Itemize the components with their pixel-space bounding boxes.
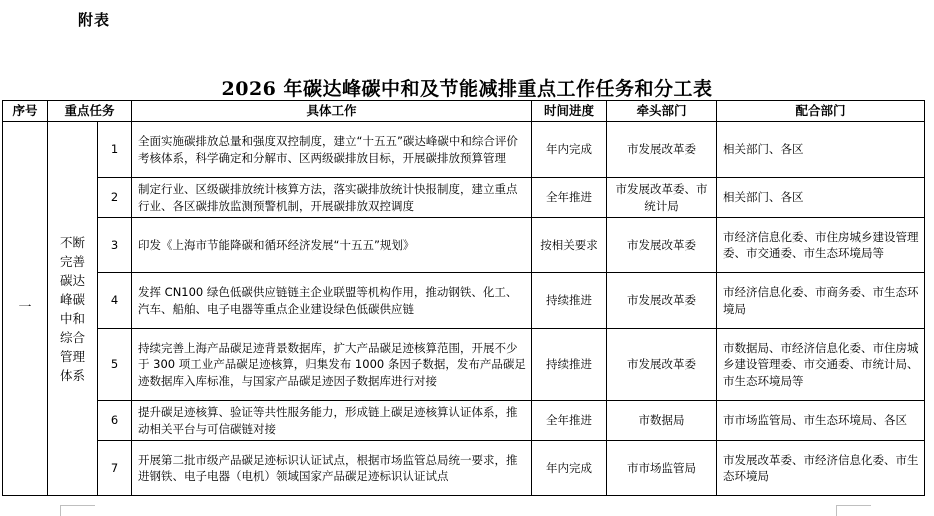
table-row xyxy=(3,122,925,178)
table-row xyxy=(3,329,925,401)
task-table xyxy=(2,100,925,496)
table-row xyxy=(3,178,925,218)
row-number: 7 xyxy=(98,441,132,496)
row-schedule: 年内完成 xyxy=(532,122,607,178)
row-schedule: 按相关要求 xyxy=(532,218,607,273)
row-number: 2 xyxy=(98,178,132,218)
annex-label: 附表 xyxy=(78,11,111,29)
group-category: 不断完善碳达峰碳中和综合管理体系 xyxy=(48,122,98,496)
table-row xyxy=(3,218,925,273)
row-partners: 市经济信息化委、市商务委、市生态环境局 xyxy=(717,273,925,329)
table-row xyxy=(3,273,925,329)
table-row xyxy=(3,401,925,441)
row-partners: 市市场监管局、市生态环境局、各区 xyxy=(717,401,925,441)
column-header-lead: 牵头部门 xyxy=(607,101,717,122)
document-title: 2026 年碳达峰碳中和及节能减排重点工作任务和分工表 xyxy=(221,78,713,100)
row-work: 提升碳足迹核算、验证等共性服务能力，形成链上碳足迹核算认证体系，推动相关平台与可信碳链对接 xyxy=(132,401,532,441)
column-header-schedule: 时间进度 xyxy=(532,101,607,122)
row-schedule: 全年推进 xyxy=(532,401,607,441)
row-work: 发挥 CN100 绿色低碳供应链链主企业联盟等机构作用，推动钢铁、化工、汽车、船舶、电子电器等重点企业建设绿色低碳供应链 xyxy=(132,273,532,329)
row-lead: 市发展改革委 xyxy=(607,329,717,401)
row-lead: 市发展改革委、市统计局 xyxy=(607,178,717,218)
row-schedule: 全年推进 xyxy=(532,178,607,218)
row-number: 4 xyxy=(98,273,132,329)
row-lead: 市市场监管局 xyxy=(607,441,717,496)
table-header-row xyxy=(3,101,925,122)
column-header-seq: 序号 xyxy=(3,101,48,122)
row-partners: 相关部门、各区 xyxy=(717,178,925,218)
row-work: 持续完善上海产品碳足迹背景数据库，扩大产品碳足迹核算范围，开展不少于 300 项工业产品碳足迹核算，归集发布 1000 条因子数据，发布产品碳足迹数据库入库标准，与国家产品碳足迹因子数据库进行对接 xyxy=(132,329,532,401)
row-schedule: 年内完成 xyxy=(532,441,607,496)
column-header-task: 重点任务 xyxy=(48,101,132,122)
row-number: 3 xyxy=(98,218,132,273)
row-work: 全面实施碳排放总量和强度双控制度，建立“十五五”碳达峰碳中和综合评价考核体系，科学确定和分解市、区两级碳排放目标，开展碳排放预算管理 xyxy=(132,122,532,178)
row-partners: 相关部门、各区 xyxy=(717,122,925,178)
column-header-work: 具体工作 xyxy=(132,101,532,122)
row-schedule: 持续推进 xyxy=(532,273,607,329)
row-work: 开展第二批市级产品碳足迹标识认证试点，根据市场监管总局统一要求，推进钢铁、电子电器（电机）领域国家产品碳足迹标识认证试点 xyxy=(132,441,532,496)
page-edge-mark xyxy=(836,505,871,516)
row-lead: 市发展改革委 xyxy=(607,218,717,273)
row-schedule: 持续推进 xyxy=(532,329,607,401)
row-partners: 市数据局、市经济信息化委、市住房城乡建设管理委、市交通委、市统计局、市生态环境局等 xyxy=(717,329,925,401)
row-work: 印发《上海市节能降碳和循环经济发展“十五五”规划》 xyxy=(132,218,532,273)
column-header-partners: 配合部门 xyxy=(717,101,925,122)
row-lead: 市发展改革委 xyxy=(607,122,717,178)
row-work: 制定行业、区级碳排放统计核算方法，落实碳排放统计快报制度，建立重点行业、各区碳排放监测预警机制，开展碳排放双控调度 xyxy=(132,178,532,218)
row-partners: 市经济信息化委、市住房城乡建设管理委、市交通委、市生态环境局等 xyxy=(717,218,925,273)
row-number: 1 xyxy=(98,122,132,178)
row-partners: 市发展改革委、市经济信息化委、市生态环境局 xyxy=(717,441,925,496)
group-seq: 一 xyxy=(3,122,48,496)
row-lead: 市数据局 xyxy=(607,401,717,441)
row-number: 6 xyxy=(98,401,132,441)
row-lead: 市发展改革委 xyxy=(607,273,717,329)
page-edge-mark xyxy=(60,505,95,516)
table-row xyxy=(3,441,925,496)
row-number: 5 xyxy=(98,329,132,401)
